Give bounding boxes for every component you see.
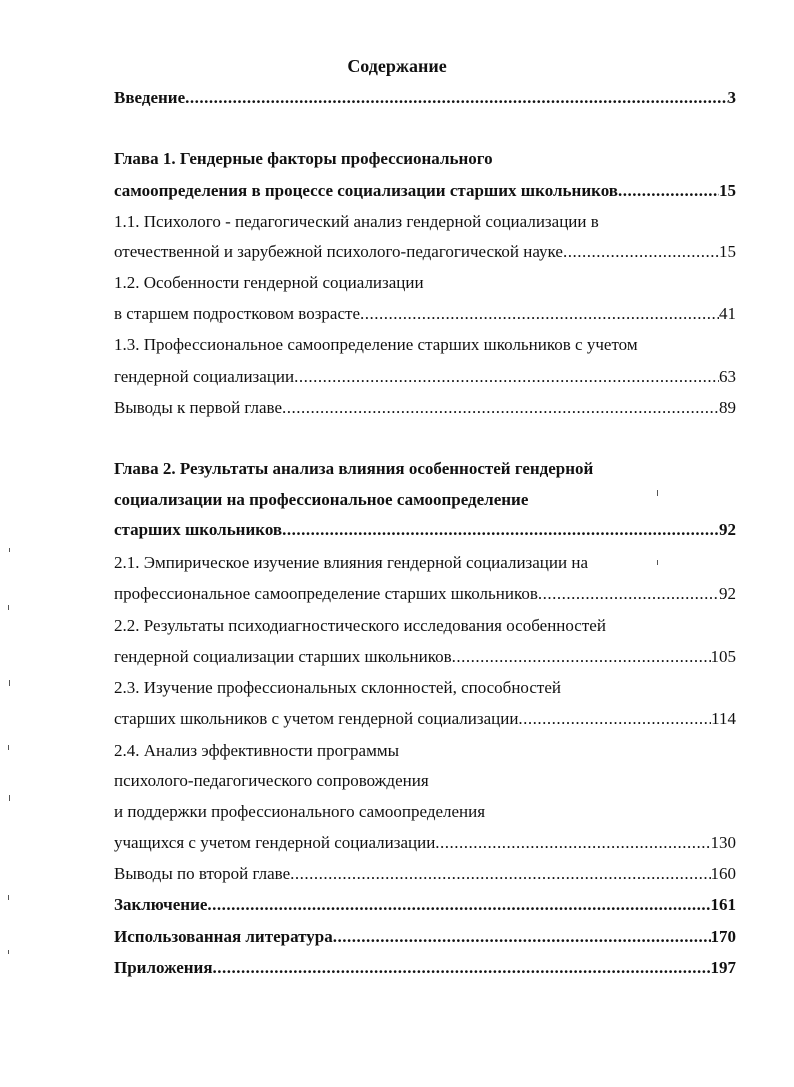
leader-dots: [207, 894, 710, 916]
toc-entry-appendices[interactable]: [114, 957, 736, 979]
toc-entry-page: 197: [710, 958, 736, 977]
toc-entry-text: гендерной социализации старших школьников: [114, 647, 452, 666]
toc-chapter-2-heading-line-2: [114, 489, 736, 511]
toc-entry-text: гендерной социализации: [114, 367, 295, 386]
leader-dots: [518, 708, 711, 730]
toc-entry-text: 1.2. Особенности гендерной социализации: [114, 273, 424, 292]
toc-entry-section-1-1[interactable]: [114, 241, 736, 263]
toc-entry-text: профессиональное самоопределение старших школьников: [114, 584, 538, 603]
leader-dots: [282, 397, 719, 419]
scan-speck: [8, 745, 9, 750]
toc-entry-text: самоопределения в процессе социализации старших школьников: [114, 181, 618, 200]
toc-entry-introduction[interactable]: [114, 87, 736, 109]
toc-entry-section-2-1[interactable]: [114, 583, 736, 605]
toc-entry-page: 41: [719, 304, 736, 323]
toc-entry-text: Выводы к первой главе: [114, 398, 283, 417]
toc-entry-page: 160: [710, 864, 736, 883]
toc-entry-page: 92: [719, 520, 736, 539]
leader-dots: [290, 863, 710, 885]
leader-dots: [294, 366, 719, 388]
toc-entry-text: 2.1. Эмпирическое изучение влияния гендерной социализации на: [114, 553, 588, 572]
toc-entry-text: социализации на профессиональное самоопределение: [114, 490, 529, 509]
toc-entry-page: 89: [719, 398, 736, 417]
toc-entry-text: старших школьников: [114, 520, 283, 539]
leader-dots: [360, 303, 719, 325]
scan-speck: [8, 950, 9, 954]
toc-entry-chapter-2[interactable]: [114, 519, 736, 541]
scan-speck: [9, 795, 10, 801]
toc-section-1-1-heading: [114, 211, 736, 233]
leader-dots: [333, 926, 711, 948]
toc-entry-chapter-2-conclusions[interactable]: [114, 863, 736, 885]
scan-speck: [9, 548, 10, 552]
toc-section-2-1-heading: [114, 552, 736, 574]
toc-entry-section-2-4[interactable]: [114, 832, 736, 854]
toc-entry-text: и поддержки профессионального самоопределения: [114, 802, 486, 821]
toc-entry-page: 130: [710, 833, 736, 852]
scan-speck: [8, 895, 9, 900]
toc-entry-chapter-1-conclusions[interactable]: [114, 397, 736, 419]
toc-entry-text: 1.3. Профессиональное самоопределение старших школьников с учетом: [114, 335, 638, 354]
toc-entry-page: 105: [710, 647, 736, 666]
leader-dots: [185, 87, 727, 109]
toc-entry-section-2-3[interactable]: [114, 708, 736, 730]
leader-dots: [563, 241, 719, 263]
toc-entry-page: 15: [719, 181, 736, 200]
toc-entry-text: 2.4. Анализ эффективности программы: [114, 741, 400, 760]
toc-entry-text: Приложения: [114, 958, 213, 977]
toc-entry-text: старших школьников с учетом гендерной социализации: [114, 709, 519, 728]
toc-chapter-2-heading-line-1: [114, 458, 736, 480]
toc-entry-page: 3: [727, 88, 736, 107]
toc-entry-references[interactable]: [114, 926, 736, 948]
toc-entry-section-2-2[interactable]: [114, 646, 736, 668]
toc-entry-page: 170: [710, 927, 736, 946]
toc-entry-section-1-2[interactable]: [114, 303, 736, 325]
toc-entry-text: Использованная литература: [114, 927, 333, 946]
toc-entry-text: в старшем подростковом возрасте: [114, 304, 360, 323]
toc-entry-page: 63: [719, 367, 736, 386]
toc-entry-text: 2.2. Результаты психодиагностического исследования особенностей: [114, 616, 606, 635]
scan-speck: [657, 490, 658, 496]
toc-entry-page: 114: [711, 709, 736, 728]
page-title: Содержание: [347, 56, 447, 76]
toc-section-2-4-heading-line-1: [114, 740, 736, 762]
scan-speck: [657, 560, 658, 565]
toc-section-1-2-heading: [114, 272, 736, 294]
toc-chapter-1-heading: [114, 148, 736, 170]
toc-entry-text: Выводы по второй главе: [114, 864, 291, 883]
toc-section-2-3-heading: [114, 677, 736, 699]
toc-entry-page: 92: [719, 584, 736, 603]
leader-dots: [452, 646, 711, 668]
leader-dots: [213, 957, 711, 979]
toc-section-2-4-heading-line-3: [114, 801, 736, 823]
scan-speck: [9, 680, 10, 686]
toc-entry-text: 2.3. Изучение профессиональных склонностей, способностей: [114, 678, 561, 697]
leader-dots: [618, 180, 719, 202]
leader-dots: [282, 519, 719, 541]
toc-entry-text: учащихся с учетом гендерной социализации: [114, 833, 436, 852]
toc-entry-conclusion[interactable]: [114, 894, 736, 916]
toc-entry-section-1-3[interactable]: [114, 366, 736, 388]
toc-entry-page: 161: [710, 895, 736, 914]
toc-entry-text: психолого-педагогического сопровождения: [114, 771, 429, 790]
toc-section-1-3-heading: [114, 334, 736, 356]
scan-speck: [8, 605, 9, 610]
toc-section-2-2-heading: [114, 615, 736, 637]
toc-entry-text: 1.1. Психолого - педагогический анализ гендерной социализации в: [114, 212, 599, 231]
toc-entry-text: Глава 1. Гендерные факторы профессионального: [114, 149, 493, 168]
toc-entry-page: 15: [719, 242, 736, 261]
leader-dots: [538, 583, 719, 605]
toc-entry-text: Заключение: [114, 895, 208, 914]
toc-entry-text: Введение: [114, 88, 186, 107]
leader-dots: [435, 832, 710, 854]
toc-entry-text: отечественной и зарубежной психолого-педагогической науке: [114, 242, 563, 261]
toc-entry-text: Глава 2. Результаты анализа влияния особенностей гендерной: [114, 459, 594, 478]
toc-section-2-4-heading-line-2: [114, 770, 736, 792]
toc-entry-chapter-1[interactable]: [114, 180, 736, 202]
